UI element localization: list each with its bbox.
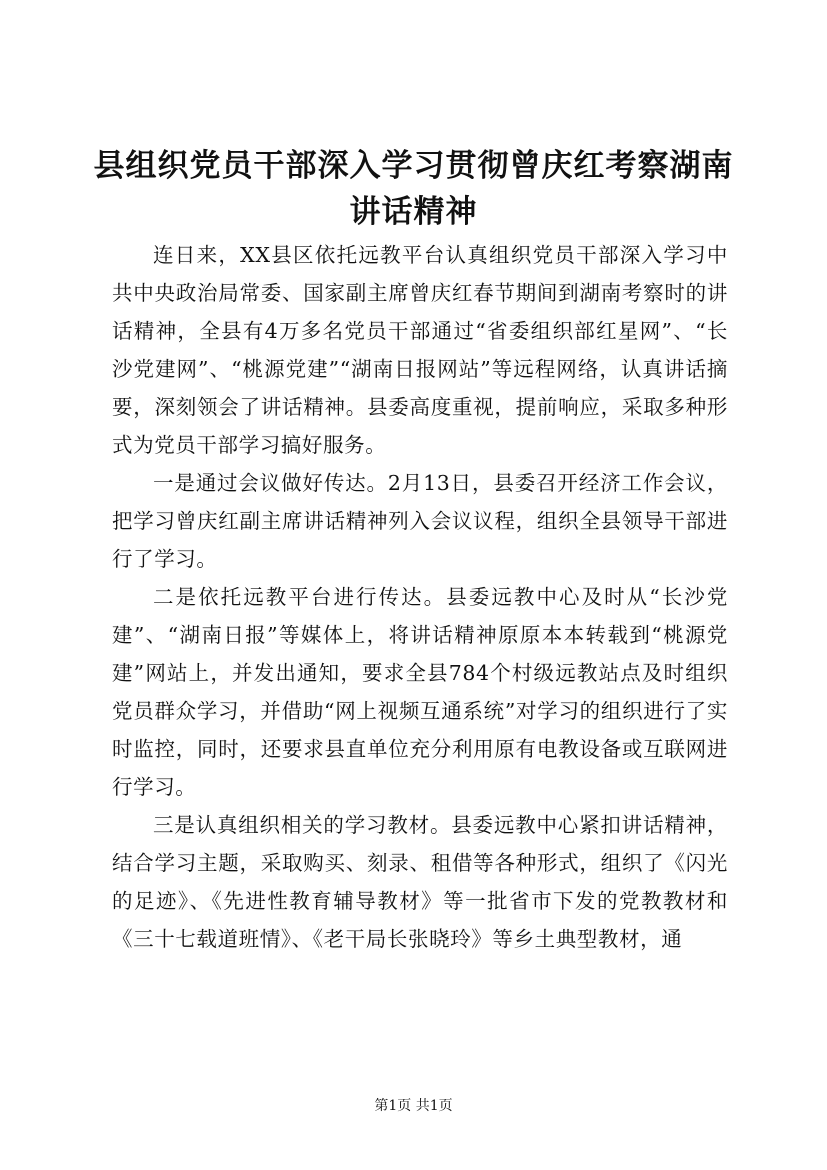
document-body bbox=[112, 236, 728, 958]
page-footer: 第1页 共1页 bbox=[374, 1098, 453, 1114]
body-paragraph: 一是通过会议做好传达。2月13日，县委召开经济工作会议，把学习曾庆红副主席讲话精神列入会议议程，组织全县领导干部进行了学习。 bbox=[112, 471, 728, 571]
body-paragraph: 三是认真组织相关的学习教材。县委远教中心紧扣讲话精神，结合学习主题，采取购买、刻录、租借等各种形式，组织了《闪光的足迹》、《先进性教育辅导教材》等一批省市下发的党教教材和《三十七载道班情》、《老干局长张晓玲》等乡土典型教材，通 bbox=[112, 813, 728, 951]
body-paragraph: 二是依托远教平台进行传达。县委远教中心及时从“长沙党建”、“湖南日报”等媒体上，将讲话精神原原本本转载到“桃源党建”网站上，并发出通知，要求全县784个村级远教站点及时组织党员群众学习，并借助“网上视频互通系统”对学习的组织进行了实时监控，同时，还要求县直单位充分利用原有电教设备或互联网进行学习。 bbox=[112, 585, 728, 799]
body-paragraph: 连日来，XX县区依托远教平台认真组织党员干部深入学习中共中央政治局常委、国家副主席曾庆红春节期间到湖南考察时的讲话精神，全县有4万多名党员干部通过“省委组织部红星网”、“长沙党建网”、“桃源党建”“湖南日报网站”等远程网络，认真讲话摘要，深刻领会了讲话精神。县委高度重视，提前响应，采取多种形式为党员干部学习搞好服务。 bbox=[112, 243, 728, 457]
document-title-line-2: 讲话精神 bbox=[349, 194, 478, 230]
document-title-line-1: 县组织党员干部深入学习贯彻曾庆红考察湖南 bbox=[93, 148, 734, 184]
